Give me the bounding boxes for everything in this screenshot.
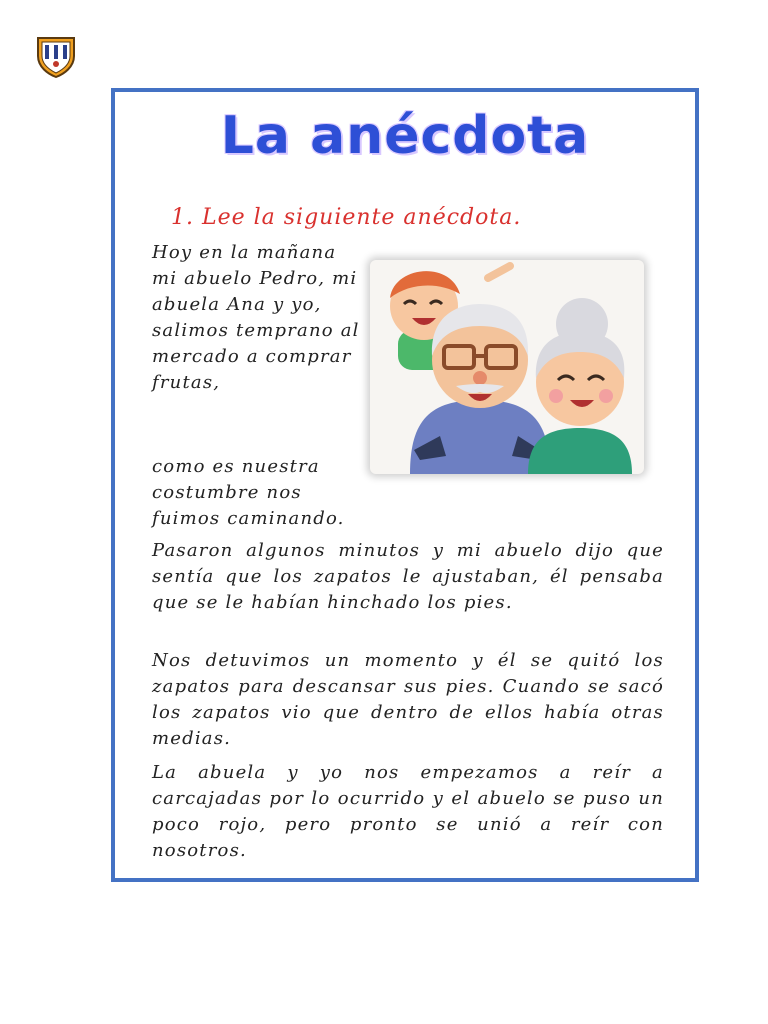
story-paragraph-5: La abuela y yo nos empezamos a reír a carcajadas por lo ocurrido y el abuelo se puso un poco rojo, pero pronto se unió a reír con nosotros. <box>152 762 664 861</box>
grandparents-grandchild-illustration <box>370 260 644 474</box>
story-illustration <box>370 260 644 474</box>
story-paragraph-2: como es nuestra costumbre nos fuimos caminando. <box>152 456 345 529</box>
story-paragraph-3: Pasaron algunos minutos y mi abuelo dijo que sentía que los zapatos le ajustaban, él pensaba que se le habían hinchado los pies. <box>152 540 664 613</box>
story-paragraph-4: Nos detuvimos un momento y él se quitó los zapatos para descansar sus pies. Cuando se sacó los zapatos vio que dentro de ellos había otras medias. <box>152 650 664 749</box>
instruction-text: 1. Lee la siguiente anécdota. <box>171 205 522 230</box>
worksheet-frame <box>111 88 699 882</box>
worksheet-title: La anécdota <box>220 106 590 166</box>
school-crest-icon <box>34 34 78 78</box>
story-paragraph-1: Hoy en la mañana mi abuelo Pedro, mi abuela Ana y yo, salimos temprano al mercado a comprar frutas, <box>152 242 360 393</box>
